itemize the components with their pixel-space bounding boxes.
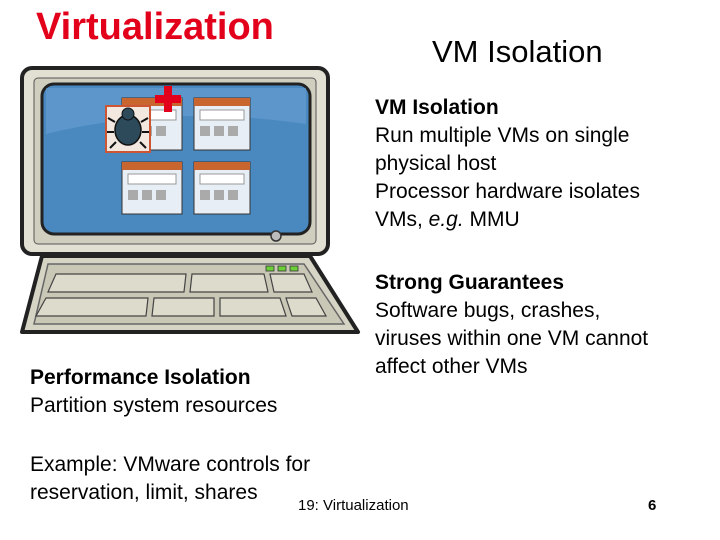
strong-guarantees-line: affect other VMs (375, 355, 528, 378)
bug-icon (106, 106, 150, 152)
vm-isolation-line: Processor hardware isolates (375, 180, 640, 203)
vm-window (194, 98, 250, 150)
performance-isolation-section (30, 364, 360, 420)
performance-isolation-line: Partition system resources (30, 394, 278, 417)
strong-guarantees-line: Software bugs, crashes, (375, 299, 601, 322)
vm-isolation-line-suffix: MMU (463, 208, 520, 231)
footer-title: 19: Virtualization (298, 497, 409, 514)
vm-isolation-section (375, 94, 705, 234)
power-button-icon (271, 231, 281, 241)
computer-illustration (18, 64, 368, 354)
example-line: reservation, limit, shares (30, 481, 258, 504)
strong-guarantees-section (375, 269, 705, 381)
strong-guarantees-label: Strong Guarantees (375, 271, 565, 294)
page-number: 6 (648, 497, 657, 514)
vm-isolation-line (375, 206, 705, 234)
example-line: Example: VMware controls for (30, 453, 311, 476)
slide-heading: VM Isolation (432, 34, 603, 69)
vm-isolation-line-emphasis: e.g. (428, 208, 464, 231)
vm-isolation-line: physical host (375, 152, 497, 175)
slide-title: Virtualization (36, 6, 274, 48)
vm-window (194, 162, 250, 214)
vm-isolation-line-prefix: VMs, (375, 208, 429, 231)
vm-isolation-label: VM Isolation (375, 96, 499, 119)
performance-isolation-label: Performance Isolation (30, 366, 251, 389)
strong-guarantees-line: viruses within one VM cannot (375, 327, 649, 350)
vm-isolation-line: Run multiple VMs on single (375, 124, 630, 147)
vm-window (122, 162, 182, 214)
